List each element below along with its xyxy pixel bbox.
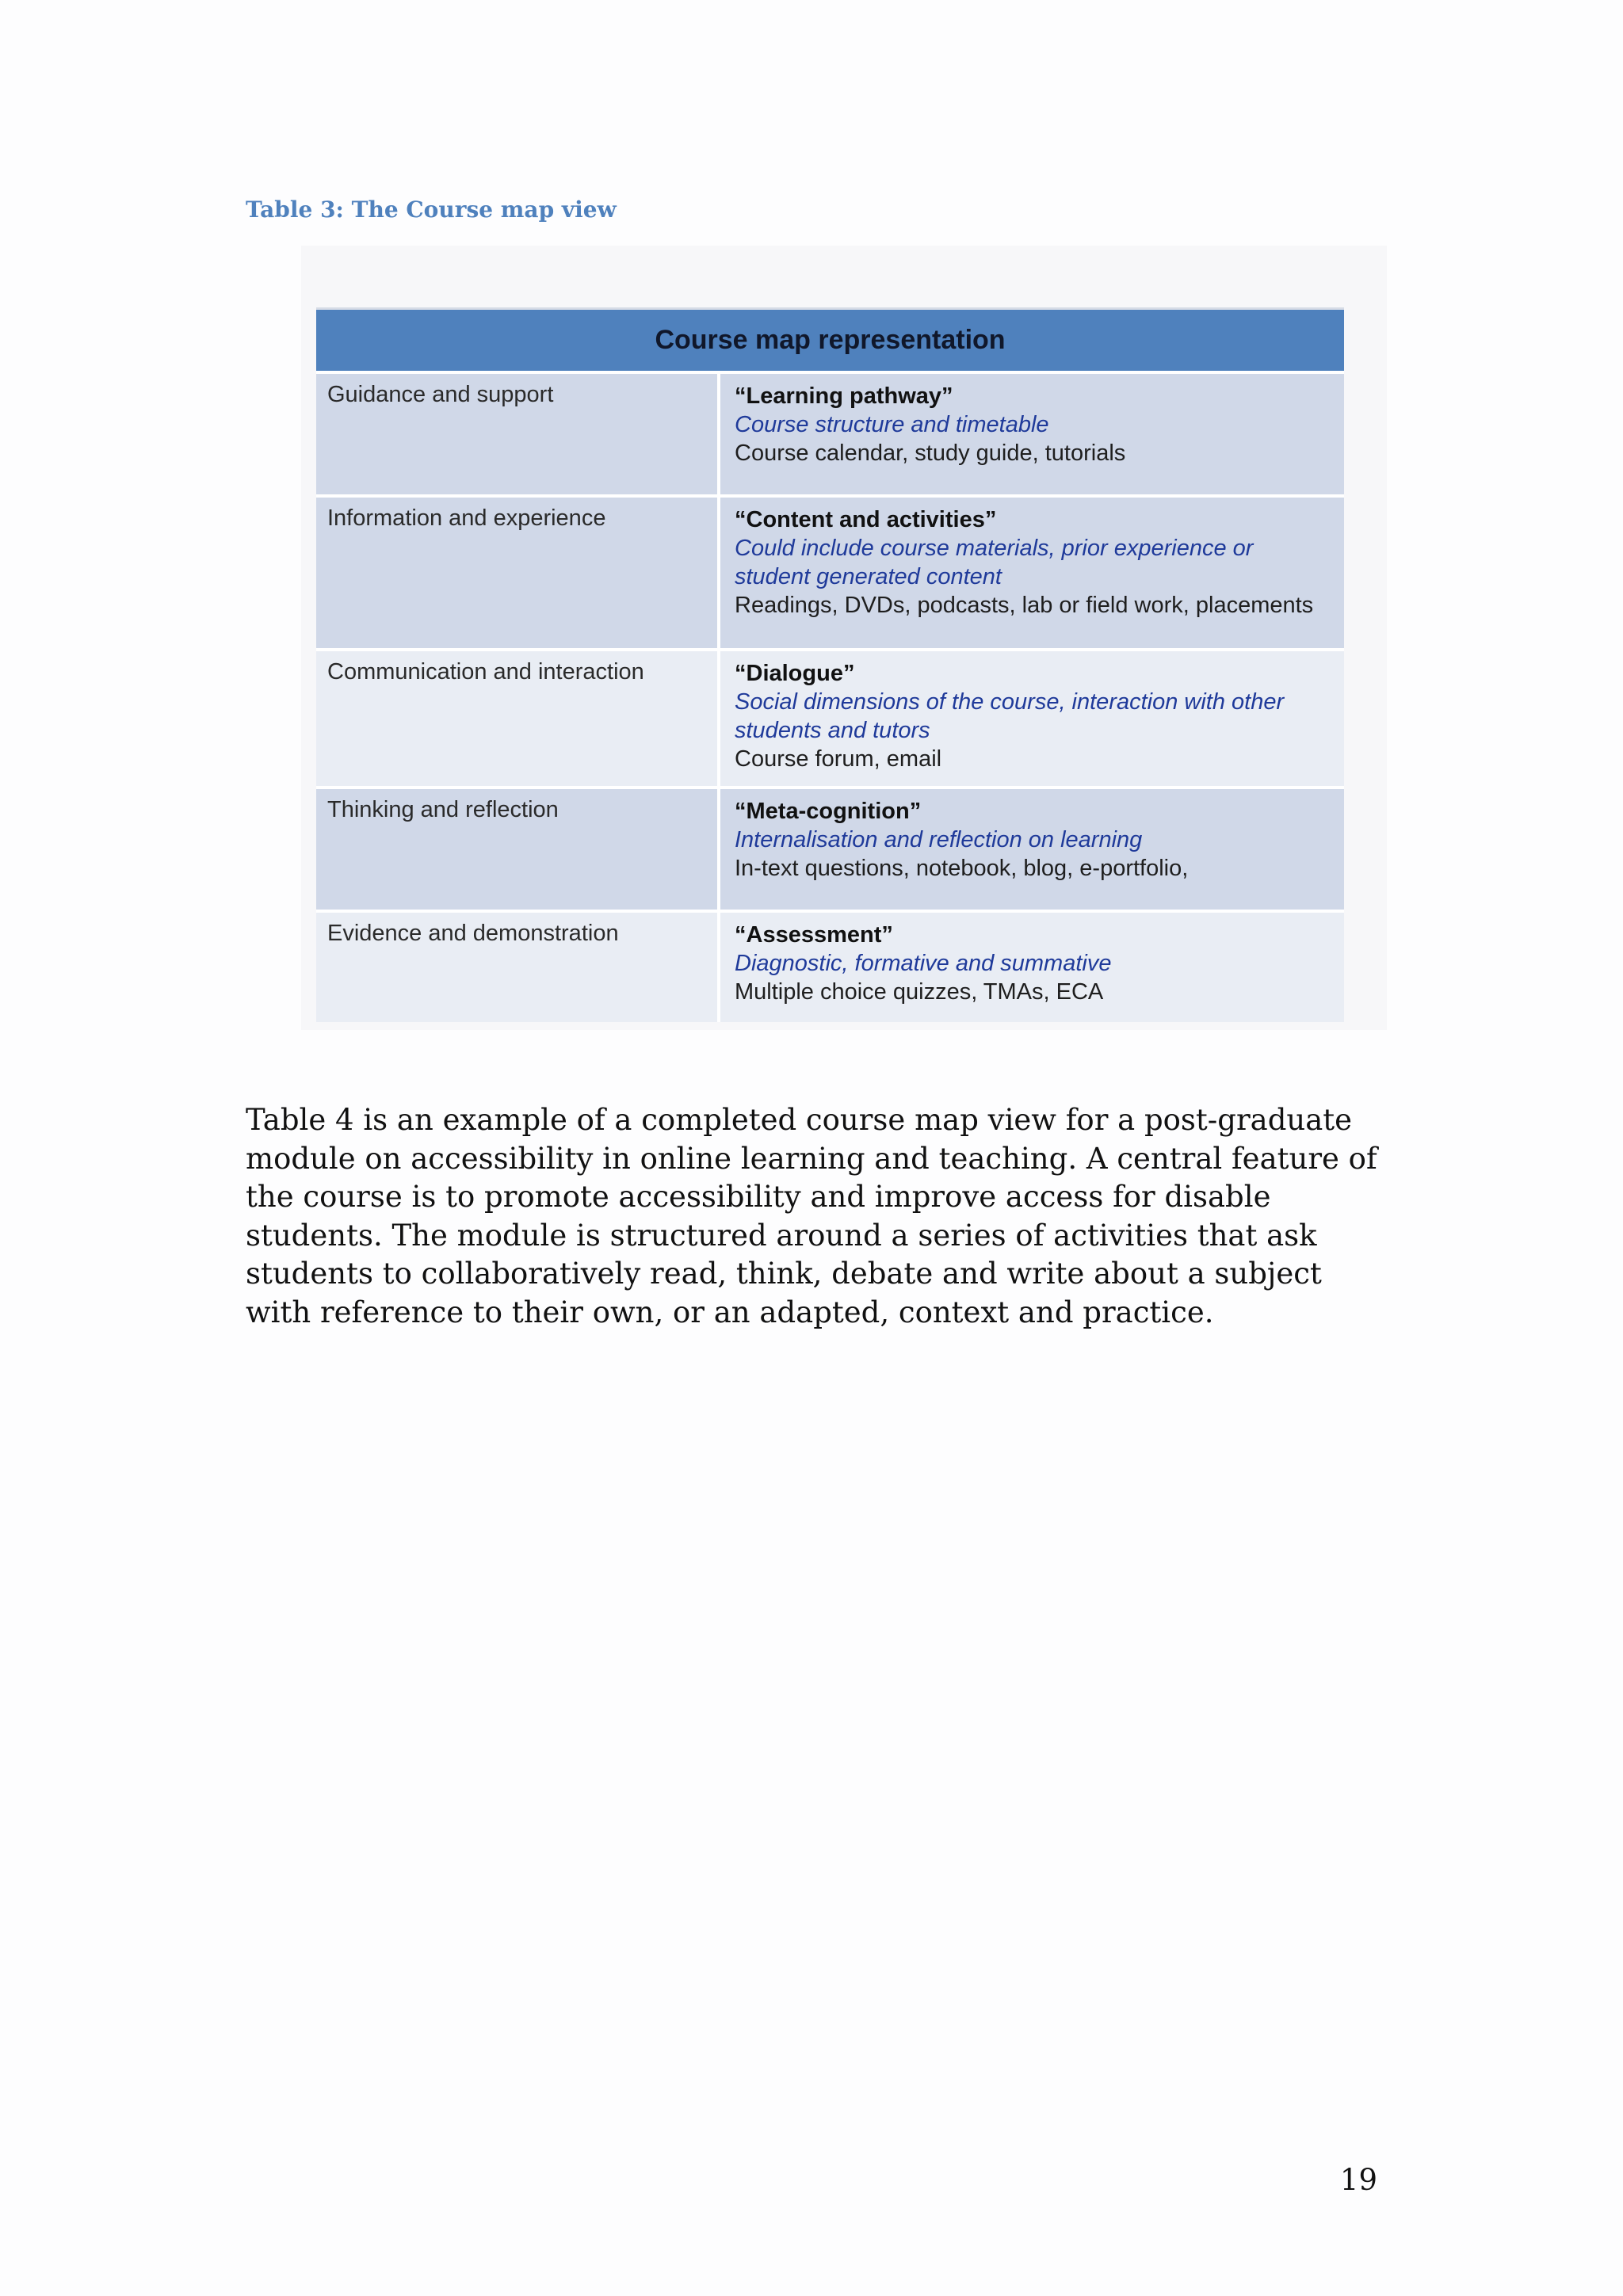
row-label: Thinking and reflection (316, 789, 720, 910)
row-examples: In-text questions, notebook, blog, e-portfolio, (735, 856, 1189, 881)
row-description: Could include course materials, prior experience or student generated content (735, 536, 1254, 589)
row-description: Diagnostic, formative and summative (735, 951, 1112, 976)
page-number: 19 (1339, 2163, 1377, 2197)
table-row (316, 786, 1344, 910)
row-content (724, 913, 1344, 1022)
row-examples: Course calendar, study guide, tutorials (735, 441, 1126, 466)
row-description: Social dimensions of the course, interaction with other students and tutors (735, 689, 1285, 743)
row-examples: Multiple choice quizzes, TMAs, ECA (735, 979, 1104, 1005)
course-map-table (316, 307, 1344, 1022)
row-label: Information and experience (316, 498, 720, 648)
row-label: Guidance and support (316, 374, 720, 494)
row-label: Communication and interaction (316, 651, 720, 786)
row-content (724, 789, 1344, 910)
row-title: “Assessment” (735, 922, 893, 948)
row-content (724, 651, 1344, 786)
row-examples: Readings, DVDs, podcasts, lab or field work, placements (735, 593, 1314, 618)
row-label: Evidence and demonstration (316, 913, 720, 1022)
row-title: “Content and activities” (735, 507, 997, 532)
row-description: Internalisation and reflection on learning (735, 827, 1143, 852)
row-examples: Course forum, email (735, 746, 942, 772)
row-content (724, 498, 1344, 648)
table-caption: Table 3: The Course map view (246, 196, 617, 223)
row-description: Course structure and timetable (735, 412, 1049, 437)
table-row (316, 648, 1344, 786)
body-paragraph: Table 4 is an example of a completed course map view for a post-graduate module on accessibility in online learning and teaching. A central feature of the course is to promote accessibility and improve access for disable students. The module is structured around a series of activities that ask students to collaboratively read, think, debate and write about a subject with reference to their own, or an adapted, context and practice. (246, 1103, 1377, 1329)
table-row (316, 371, 1344, 494)
row-title: “Learning pathway” (735, 383, 953, 409)
row-title: “Dialogue” (735, 661, 855, 686)
table-header: Course map representation (316, 307, 1344, 371)
row-title: “Meta-cognition” (735, 799, 922, 824)
table-row (316, 494, 1344, 648)
row-content (724, 374, 1344, 494)
table-row (316, 910, 1344, 1022)
